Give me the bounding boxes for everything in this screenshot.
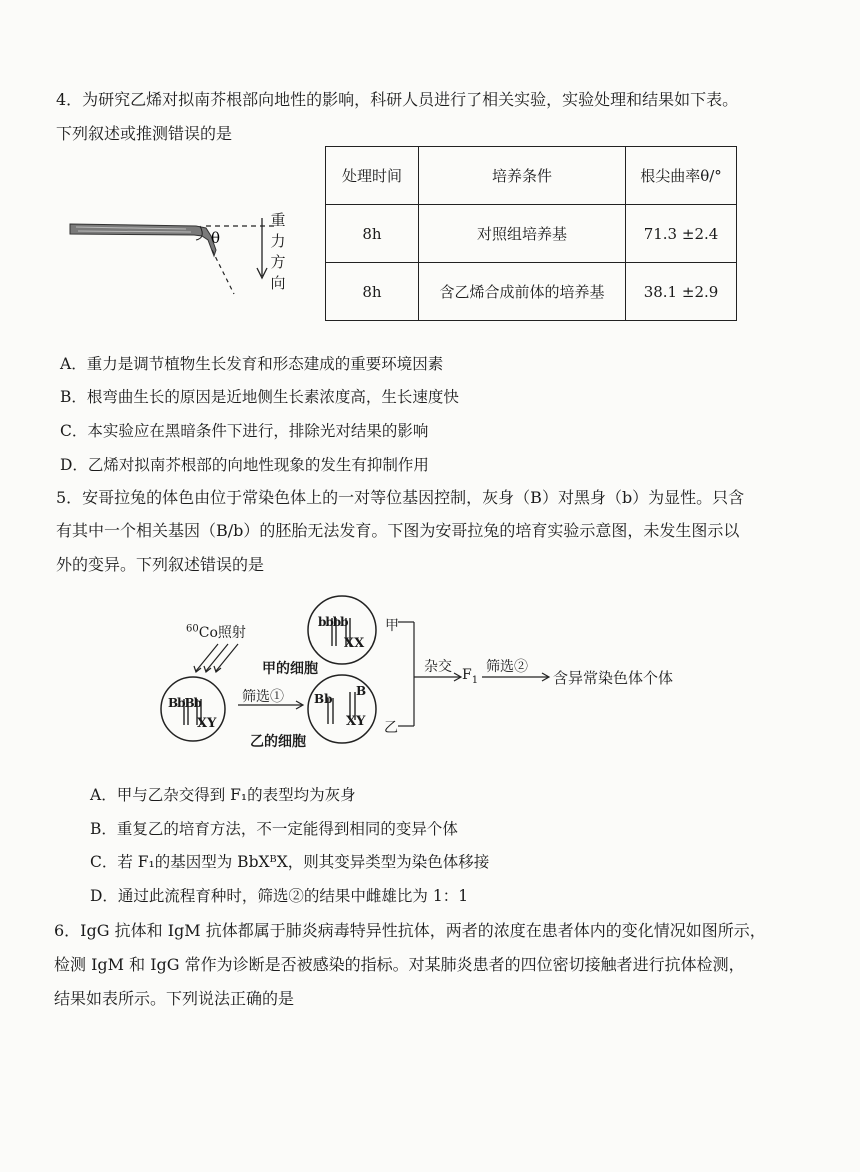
q6-stem-line1: 6．IgG 抗体和 IgM 抗体都属于肺炎病毒特异性抗体，两者的浓度在患者体内的变化情况如图所示， (54, 921, 766, 940)
table-header-row (326, 147, 737, 205)
table-cell: 8h (326, 205, 419, 263)
screen-1-label: 筛选① (242, 689, 284, 705)
q5-stem-line1: 5．安哥拉兔的体色由位于常染色体上的一对等位基因控制，灰身（B）对黑身（b）为显性。只含 (56, 488, 745, 507)
q5-option-d[interactable]: D．通过此流程育种时，筛选②的结果中雌雄比为 1：1 (90, 887, 469, 905)
cross-label: 杂交 (424, 659, 452, 675)
original-cell-genes: BbBb (168, 696, 202, 710)
q6-stem-line3: 结果如表所示。下列说法正确的是 (54, 989, 295, 1008)
root-tip-direction-line (212, 250, 234, 294)
q4-stem-line2: 下列叙述或推测错误的是 (56, 124, 233, 143)
cell-yi-label: 乙的细胞 (250, 734, 306, 750)
table-cell: 8h (326, 263, 419, 321)
cell-jia (308, 596, 376, 664)
cell-jia-sex: XX (344, 636, 365, 651)
original-cell-sex: XY (197, 716, 217, 731)
table-cell: 71.3 ±2.4 (626, 205, 737, 263)
gravity-direction-label: 重 力 方 向 (270, 211, 286, 292)
table-cell: 对照组培养基 (419, 205, 626, 263)
co-irradiation-label: $^{60}$Co照射 (186, 623, 246, 641)
cell-jia-genes: bbbb (318, 615, 348, 629)
table-header-cell: 根尖曲率θ/° (626, 147, 737, 205)
q4-option-b[interactable]: B．根弯曲生长的原因是近地侧生长素浓度高，生长速度快 (60, 388, 459, 406)
q5-option-b[interactable]: B．重复乙的培育方法，不一定能得到相同的变异个体 (90, 820, 458, 838)
q5-stem-line2: 有其中一个相关基因（B/b）的胚胎无法发育。下图为安哥拉兔的培育实验示意图，未发生图示以 (56, 521, 740, 540)
theta-label: θ (211, 229, 221, 247)
q5-option-a[interactable]: A．甲与乙杂交得到 F₁的表型均为灰身 (90, 786, 356, 804)
experiment-table (325, 146, 737, 321)
cell-yi-genes-right: B (356, 684, 367, 698)
table-header-cell: 处理时间 (326, 147, 419, 205)
q4-option-c[interactable]: C．本实验应在黑暗条件下进行，排除光对结果的影响 (60, 422, 429, 440)
screen-2-label: 筛选② (486, 659, 528, 675)
q5-option-c[interactable]: C．若 F₁的基因型为 BbXᴮX，则其变异类型为染色体移接 (90, 853, 490, 871)
table-cell: 含乙烯合成前体的培养基 (419, 263, 626, 321)
q4-option-a[interactable]: A．重力是调节植物生长发育和形态建成的重要环境因素 (60, 355, 444, 373)
result-label: 含异常染色体个体 (553, 669, 674, 687)
cell-yi-sex: XY (346, 714, 366, 729)
yi-label: 乙 (384, 720, 398, 736)
table-header-cell: 培养条件 (419, 147, 626, 205)
q5-stem-line3: 外的变异。下列叙述错误的是 (56, 555, 265, 574)
table-cell: 38.1 ±2.9 (626, 263, 737, 321)
cell-yi-genes-left: Bb (314, 692, 333, 706)
q4-stem-line1: 4．为研究乙烯对拟南芥根部向地性的影响，科研人员进行了相关实验，实验处理和结果如下表。 (56, 90, 739, 109)
q6-stem-line2: 检测 IgM 和 IgG 常作为诊断是否被感染的指标。对某肺炎患者的四位密切接触者进行抗体检测， (54, 955, 745, 974)
cell-jia-label: 甲的细胞 (262, 661, 318, 677)
root-shape (70, 224, 216, 256)
f1-label: $F_1$ (462, 667, 479, 686)
q4-option-d[interactable]: D．乙烯对拟南芥根部的向地性现象的发生有抑制作用 (60, 456, 429, 474)
table-row (326, 263, 737, 321)
table-row (326, 205, 737, 263)
jia-label: 甲 (385, 618, 399, 634)
